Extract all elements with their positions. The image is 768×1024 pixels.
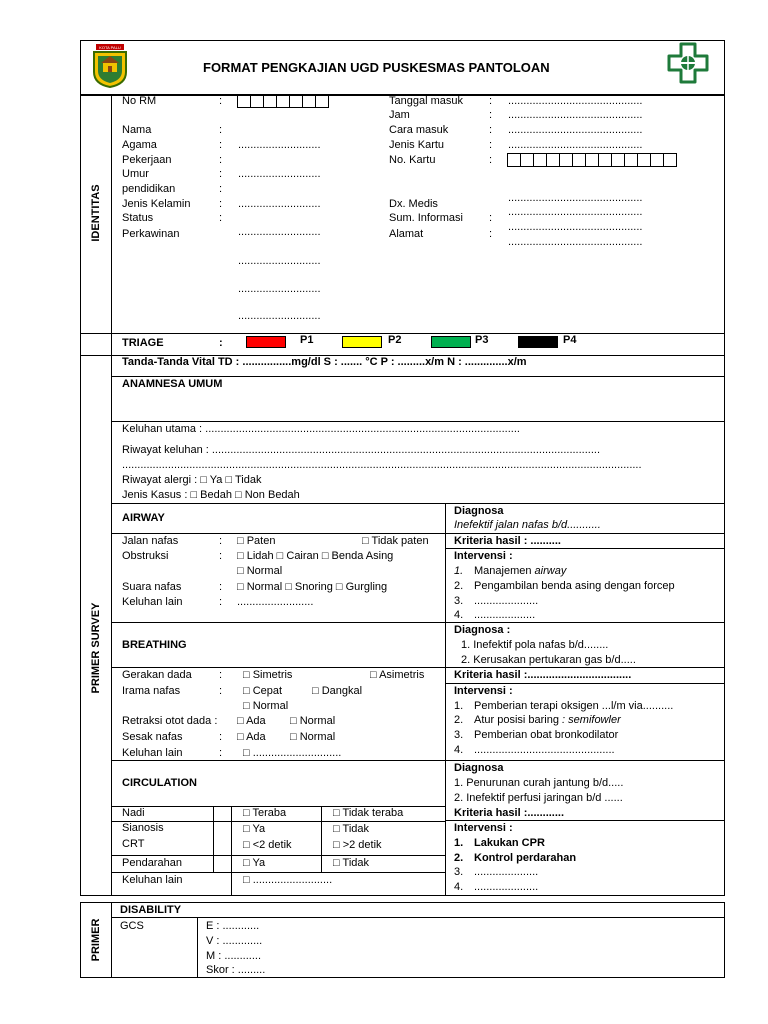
colon: : (219, 550, 223, 562)
triage-p4-label: P4 (563, 334, 577, 346)
circulation-intervensi-title: Intervensi : (454, 822, 513, 834)
colon: : (489, 139, 493, 151)
circulation-intervensi-num-3: 3. (454, 866, 464, 878)
colon: : (219, 198, 223, 210)
breathing-irama-normal-option[interactable]: □ Normal (243, 700, 289, 712)
colon: : (219, 154, 223, 166)
fill-line[interactable]: ............................................ (508, 139, 643, 151)
airway-tidak-paten-option[interactable]: □ Tidak paten (362, 535, 429, 547)
section-primer-label: PRIMER (90, 918, 102, 962)
circulation-diagnosa-1[interactable]: 1. Penurunan curah jantung b/d..... (454, 777, 624, 789)
label-sum-informasi: Sum. Informasi (389, 212, 463, 224)
breathing-title: BREATHING (122, 639, 187, 651)
airway-intervensi-3[interactable]: ..................... (474, 595, 539, 607)
breathing-irama-nafas-label: Irama nafas (122, 685, 181, 697)
page-title: FORMAT PENGKAJIAN UGD PUSKESMAS PANTOLOAN (203, 60, 550, 75)
colon: : (219, 581, 223, 593)
colon: : (219, 124, 223, 136)
breathing-intervensi-num-1: 1. (454, 700, 464, 712)
gcs-label: GCS (120, 920, 144, 932)
airway-keluhan-lain-value[interactable]: ......................... (237, 596, 314, 608)
circulation-diagnosa-2[interactable]: 2. Inefektif perfusi jaringan b/d ...... (454, 792, 623, 804)
label-agama: Agama (122, 139, 157, 151)
airway-obstruksi-options[interactable]: □ Lidah □ Cairan □ Benda Asing (237, 550, 394, 562)
colon: : (489, 109, 493, 121)
circulation-keluhan-lain-label: Keluhan lain (122, 874, 183, 886)
triage-p1-swatch[interactable] (246, 336, 286, 348)
breathing-intervensi-2[interactable]: Atur posisi baring : semifowler (474, 714, 621, 726)
airway-intervensi-4[interactable]: .................... (474, 609, 536, 621)
disability-title: DISABILITY (120, 904, 182, 916)
riwayat-alergi[interactable]: Riwayat alergi : □ Ya □ Tidak (122, 474, 262, 486)
airway-jalan-nafas-label: Jalan nafas (122, 535, 179, 547)
circulation-sianosis-label: Sianosis (122, 822, 164, 834)
triage-p2-label: P2 (388, 334, 402, 346)
colon: : (219, 596, 223, 608)
colon: : (219, 747, 223, 759)
svg-text:KOTA PALU: KOTA PALU (99, 45, 121, 50)
colon: : (489, 228, 493, 240)
breathing-cepat-option[interactable]: □ Cepat (243, 685, 283, 697)
circulation-sianosis-ya[interactable]: □ Ya (243, 823, 266, 835)
airway-suara-nafas-options[interactable]: □ Normal □ Snoring □ Gurgling (237, 581, 388, 593)
airway-intervensi-title: Intervensi : (454, 550, 513, 562)
circulation-intervensi-2[interactable]: Kontrol perdarahan (474, 852, 577, 864)
breathing-intervensi-title: Intervensi : (454, 685, 513, 697)
fill-line[interactable]: ............................................ (508, 221, 643, 233)
breathing-dangkal-option[interactable]: □ Dangkal (312, 685, 363, 697)
colon: : (489, 212, 493, 224)
keluhan-utama[interactable]: Keluhan utama : ....................................................................................................... (122, 423, 520, 435)
airway-suara-nafas-label: Suara nafas (122, 581, 182, 593)
jenis-kasus[interactable]: Jenis Kasus : □ Bedah □ Non Bedah (122, 489, 300, 501)
fill-line[interactable]: ........................... (238, 168, 321, 180)
triage-p2-swatch[interactable] (342, 336, 382, 348)
breathing-retraksi-ada[interactable]: □ Ada (237, 715, 266, 727)
breathing-diagnosa-1[interactable]: 1. Inefektif pola nafas b/d........ (461, 639, 609, 651)
circulation-sianosis-tidak[interactable]: □ Tidak (333, 823, 369, 835)
circulation-intervensi-num-4: 4. (454, 881, 464, 893)
breathing-intervensi-num-2: 2. (454, 714, 464, 726)
label-no-kartu: No. Kartu (389, 154, 436, 166)
circulation-diagnosa-title: Diagnosa (454, 762, 504, 774)
airway-diagnosa-title: Diagnosa (454, 505, 504, 517)
fill-line[interactable]: ............................................ (508, 192, 643, 204)
label-pendidikan: pendidikan (122, 183, 176, 195)
breathing-kriteria[interactable]: Kriteria hasil :.................................. (454, 669, 632, 681)
vital-signs[interactable]: Tanda-Tanda Vital TD : ................mg/dl S : ....... °C P : .........x/m N : ..............x/m (122, 356, 527, 368)
colon: : (219, 535, 223, 547)
circulation-crt-under-2[interactable]: □ <2 detik (243, 839, 292, 851)
fill-line[interactable]: ............................................ (508, 236, 643, 248)
anamnesa-title: ANAMNESA UMUM (122, 378, 223, 390)
gcs-e[interactable]: E : ............ (206, 920, 260, 932)
airway-obstruksi-label: Obstruksi (122, 550, 169, 562)
colon: : (219, 95, 223, 107)
fill-line[interactable]: ........................... (238, 283, 321, 295)
breathing-retraksi-label: Retraksi otot dada : (122, 715, 218, 727)
breathing-asimetris-option[interactable]: □ Asimetris (370, 669, 425, 681)
circulation-nadi-label: Nadi (122, 807, 145, 819)
label-no-rm: No RM (122, 95, 157, 107)
colon: : (219, 212, 223, 224)
circulation-pendarahan-ya[interactable]: □ Ya (243, 857, 266, 869)
triage-label: TRIAGE (122, 337, 164, 349)
breathing-diagnosa-2[interactable]: 2. Kerusakan pertukaran gas b/d..... (461, 654, 636, 666)
circulation-kriteria[interactable]: Kriteria hasil :............ (454, 807, 565, 819)
fill-line[interactable]: ............................................ (508, 206, 643, 218)
airway-intervensi-num-4: 4. (454, 609, 464, 621)
colon: : (219, 139, 223, 151)
colon: : (219, 337, 223, 349)
colon: : (219, 685, 223, 697)
label-jenis-kartu: Jenis Kartu (389, 139, 445, 151)
label-pekerjaan: Pekerjaan (122, 154, 172, 166)
fill-line[interactable]: ........................... (238, 255, 321, 267)
city-logo (90, 42, 130, 88)
circulation-intervensi-4[interactable]: ..................... (474, 881, 539, 893)
breathing-intervensi-3[interactable]: Pemberian obat bronkodilator (474, 729, 619, 741)
label-perkawinan: Perkawinan (122, 228, 180, 240)
breathing-intervensi-num-3: 3. (454, 729, 464, 741)
section-primer-survey-label: PRIMER SURVEY (90, 602, 102, 694)
no-rm-boxes[interactable] (238, 94, 329, 108)
section-identitas-label: IDENTITAS (90, 184, 102, 242)
circulation-crt-label: CRT (122, 838, 145, 850)
gcs-skor[interactable]: Skor : ......... (206, 964, 266, 976)
label-jenis-kelamin: Jenis Kelamin (122, 198, 191, 210)
gcs-m[interactable]: M : ............ (206, 950, 262, 962)
breathing-keluhan-lain-value[interactable]: □ ............................. (243, 747, 342, 759)
colon: : (489, 124, 493, 136)
fill-line[interactable]: ............................................ (508, 95, 643, 107)
breathing-sesak-normal[interactable]: □ Normal (290, 731, 336, 743)
label-umur: Umur (122, 168, 149, 180)
label-nama: Nama (122, 124, 152, 136)
no-kartu-boxes[interactable] (508, 153, 677, 167)
colon: : (219, 183, 223, 195)
airway-intervensi-num-3: 3. (454, 595, 464, 607)
fill-line[interactable]: ........................... (238, 139, 321, 151)
airway-title: AIRWAY (122, 512, 165, 524)
label-status: Status (122, 212, 154, 224)
triage-p3-label: P3 (475, 334, 489, 346)
triage-p3-swatch[interactable] (431, 336, 471, 348)
riwayat-keluhan-dots[interactable]: .......................................................................................................................................................................... (122, 459, 642, 471)
airway-paten-option[interactable]: □ Paten (237, 535, 276, 547)
breathing-keluhan-lain-label: Keluhan lain (122, 747, 183, 759)
airway-intervensi-num-2: 2. (454, 580, 464, 592)
riwayat-keluhan[interactable]: Riwayat keluhan : ............................................................................................................................... (122, 444, 601, 456)
airway-keluhan-lain-label: Keluhan lain (122, 596, 183, 608)
circulation-keluhan-lain-value[interactable]: □ .......................... (243, 874, 333, 886)
circulation-nadi-tidak-teraba[interactable]: □ Tidak teraba (333, 807, 404, 819)
circulation-intervensi-3[interactable]: ..................... (474, 866, 539, 878)
breathing-retraksi-normal[interactable]: □ Normal (290, 715, 336, 727)
breathing-gerakan-dada-label: Gerakan dada (122, 669, 192, 681)
colon: : (219, 669, 223, 681)
circulation-intervensi-num-2: 2. (454, 852, 464, 864)
colon: : (489, 154, 493, 166)
fill-line[interactable]: ........................... (238, 226, 321, 238)
airway-diagnosa[interactable]: Inefektif jalan nafas b/d........... (454, 519, 601, 531)
airway-kriteria[interactable]: Kriteria hasil : .......... (454, 535, 561, 547)
breathing-intervensi-1[interactable]: Pemberian terapi oksigen ...l/m via.......... (474, 700, 674, 712)
circulation-intervensi-1[interactable]: Lakukan CPR (474, 837, 545, 849)
circulation-crt-over-2[interactable]: □ >2 detik (333, 839, 382, 851)
circulation-intervensi-num-1: 1. (454, 837, 464, 849)
breathing-sesak-ada[interactable]: □ Ada (237, 731, 266, 743)
airway-obstruksi-normal[interactable]: □ Normal (237, 565, 283, 577)
gcs-v[interactable]: V : ............. (206, 935, 263, 947)
circulation-pendarahan-label: Pendarahan (122, 857, 182, 869)
fill-line[interactable]: ........................... (238, 198, 321, 210)
fill-line[interactable]: ............................................ (508, 109, 643, 121)
circulation-title: CIRCULATION (122, 777, 197, 789)
breathing-sesak-label: Sesak nafas (122, 731, 183, 743)
airway-intervensi-1[interactable]: Manajemen airway (474, 565, 567, 577)
triage-p4-swatch[interactable] (518, 336, 558, 348)
fill-line[interactable]: ........................... (238, 310, 321, 322)
colon: : (219, 731, 223, 743)
breathing-intervensi-num-4: 4. (454, 744, 464, 756)
airway-intervensi-num-1: 1. (454, 565, 464, 577)
label-dx-medis: Dx. Medis (389, 198, 438, 210)
colon: : (489, 95, 493, 107)
airway-intervensi-2[interactable]: Pengambilan benda asing dengan forcep (474, 580, 675, 592)
label-jam: Jam (389, 109, 410, 121)
colon: : (219, 168, 223, 180)
breathing-simetris-option[interactable]: □ Simetris (243, 669, 293, 681)
breathing-diagnosa-title: Diagnosa : (454, 624, 511, 636)
fill-line[interactable]: ............................................ (508, 124, 643, 136)
label-tanggal-masuk: Tanggal masuk (389, 95, 463, 107)
label-cara-masuk: Cara masuk (389, 124, 449, 136)
circulation-pendarahan-tidak[interactable]: □ Tidak (333, 857, 369, 869)
breathing-intervensi-4[interactable]: .............................................. (474, 744, 615, 756)
triage-p1-label: P1 (300, 334, 314, 346)
puskesmas-logo (667, 42, 709, 84)
label-alamat: Alamat (389, 228, 424, 240)
circulation-nadi-teraba[interactable]: □ Teraba (243, 807, 287, 819)
